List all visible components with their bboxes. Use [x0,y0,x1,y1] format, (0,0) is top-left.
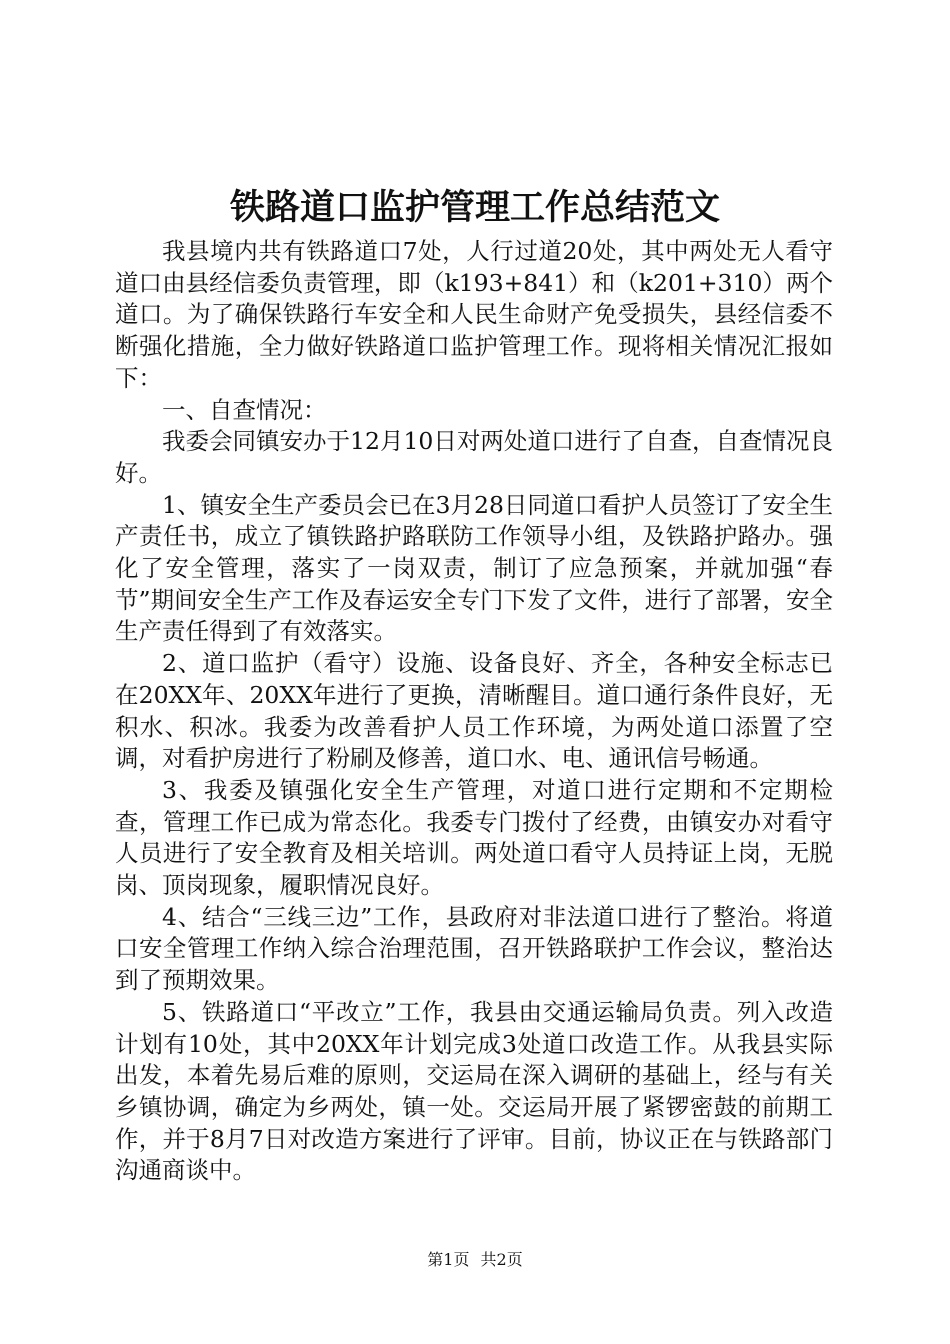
document-title: 铁路道口监护管理工作总结范文 [229,188,720,228]
page-number: 第1页 [427,1250,470,1269]
page-total: 共2页 [480,1250,523,1269]
document-body [115,236,833,1187]
item-3-paragraph: 3、我委及镇强化安全生产管理，对道口进行定期和不定期检查，管理工作已成为常态化。我委专门拨付了经费，由镇安办对看守人员进行了安全教育及相关培训。两处道口看守人员持证上岗，无脱岗、顶岗现象，履职情况良好。 [115,775,833,900]
item-5-paragraph: 5、铁路道口“平改立”工作，我县由交通运输局负责。列入改造计划有10处，其中20XX年计划完成3处道口改造工作。从我县实际出发，本着先易后难的原则，交运局在深入调研的基础上，经与有关乡镇协调，确定为乡两处，镇一处。交运局开展了紧锣密鼓的前期工作，并于8月7日对改造方案进行了评审。目前，协议正在与铁路部门沟通商谈中。 [115,997,833,1185]
item-1-paragraph: 1、镇安全生产委员会已在3月28日同道口看护人员签订了安全生产责任书，成立了镇铁路护路联防工作领导小组，及铁路护路办。强化了安全管理，落实了一岗双责，制订了应急预案，并就加强“春节”期间安全生产工作及春运安全专门下发了文件，进行了部署，安全生产责任得到了有效落实。 [115,490,833,646]
item-4-paragraph: 4、结合“三线三边”工作，县政府对非法道口进行了整治。将道口安全管理工作纳入综合治理范围，召开铁路联护工作会议，整治达到了预期效果。 [115,902,833,995]
page-footer [0,1248,950,1272]
intro-paragraph: 我县境内共有铁路道口7处，人行过道20处，其中两处无人看守道口由县经信委负责管理，即（k193+841）和（k201+310）两个道口。为了确保铁路行车安全和人民生命财产免受损失，县经信委不断强化措施，全力做好铁路道口监护管理工作。现将相关情况汇报如下： [115,237,833,392]
section-heading-self-inspection: 一、自查情况： [162,395,327,424]
self-inspection-paragraph: 我委会同镇安办于12月10日对两处道口进行了自查，自查情况良好。 [115,427,833,487]
item-2-paragraph: 2、道口监护（看守）设施、设备良好、齐全，各种安全标志已在20XX年、20XX年进行了更换，清晰醒目。道口通行条件良好，无积水、积冰。我委为改善看护人员工作环境，为两处道口添置了空调，对看护房进行了粉刷及修善，道口水、电、通讯信号畅通。 [115,649,833,773]
